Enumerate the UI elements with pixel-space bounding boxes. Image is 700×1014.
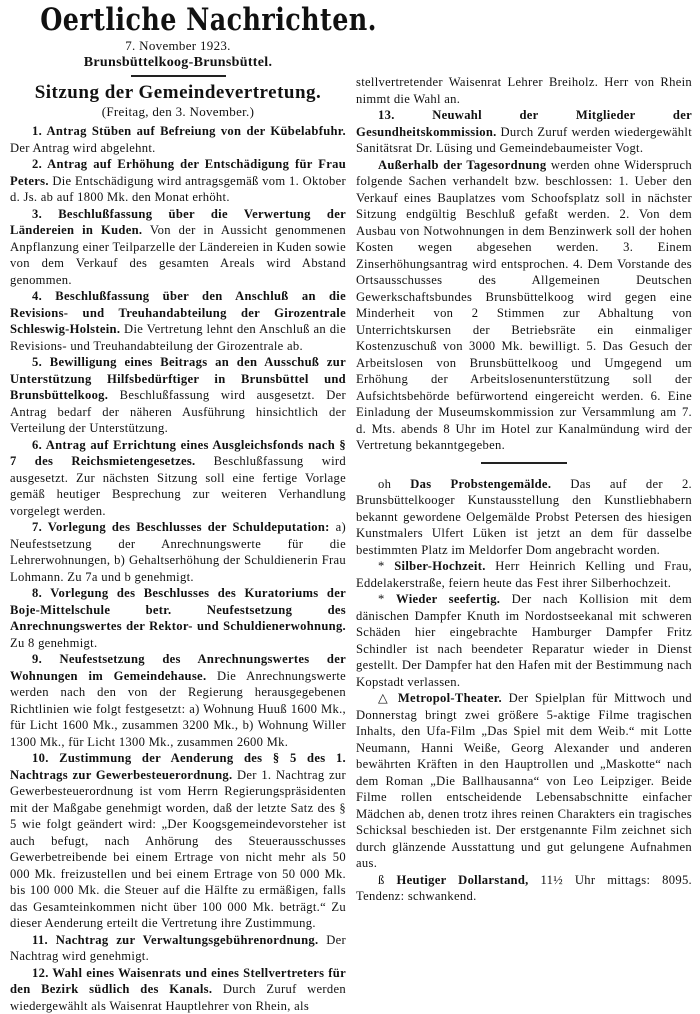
masthead (10, 2, 346, 119)
left-column (10, 0, 346, 1014)
paragraph-text: Der nach Kollision mit dem dänischen Dampfer Knuth im Nordostseekanal mit schweren Schäden hier eingebrachte Hamburger Dampfer Fritz Schindler ist nach beendeter Reparatur wieder in Dienst gestellt. Der Dampfer hat den Hafen mit der Bestimmung nach Kopstadt verlassen. (356, 592, 692, 689)
article-paragraph (356, 107, 692, 157)
paragraph-text: Herr Heinrich Kelling und Frau, Eddelakerstraße, feiern heute das Fest ihrer Silberhochzeit. (356, 559, 692, 590)
item-marker: △ (378, 691, 391, 705)
paragraph-text: 11½ Uhr mittags: 8095. Tendenz: schwankend. (356, 873, 692, 904)
paragraph-text: Der Spielplan für Mittwoch und Donnerstag bringt zwei größere 5-aktige Filme tragischen Inhalts, den Ufa-Film „Das Spiel mit dem Weib.“ mit Lotte Neumann, Hanni Weiße, Georg Alexander und anderen bewährten Kräften in den Hauptrollen und „Maskotte“ nach dem Roman „Die Ballhausanna“ von Leo Leipziger. Beide Filme rollen entscheidende Lebensabschnitte einfacher Mädchen ab, denen trotz ihres reinen Charakters ein tragisches Schicksal beschieden ist. Der erstgenannte Film zeichnet sich durch glänzende Ausstattung und gut gelungene Aufnahmen aus. (356, 691, 692, 870)
divider (131, 75, 226, 77)
article-paragraph (10, 156, 346, 206)
paragraph-lead: 8. Vorlegung des Beschlusses des Kuratoriums der Boje-Mittelschule betr. Neufestsetzung des Anrechnungswertes der Rektor- und Schuldienerwohnung. (10, 586, 346, 633)
paragraph-lead: Das Probstengemälde. (410, 477, 551, 491)
paragraph-lead: Metropol-Theater. (398, 691, 502, 705)
article-paragraph (356, 476, 692, 559)
section-heading: Sitzung der Gemeindevertretung. (10, 82, 346, 104)
paragraph-lead: Außerhalb der Tagesordnung (378, 158, 546, 172)
page-title: Oertliche Nachrichten. (40, 2, 316, 38)
paragraph-lead: Silber-Hochzeit. (394, 559, 485, 573)
paragraph-lead: 2. Antrag auf Erhöhung der Entschädigung für Frau Peters. (10, 157, 346, 188)
council-items-continued (356, 107, 692, 454)
paragraph-lead: Heutiger Dollarstand, (397, 873, 529, 887)
paragraph-lead: 10. Zustimmung der Aenderung des § 5 des 1. Nachtrags zur Gewerbesteuerordnung. (10, 751, 346, 782)
paragraph-lead: 3. Beschlußfassung über die Verwertung der Ländereien in Kuden. (10, 207, 346, 238)
paragraph-text: Durch Zuruf werden wiedergewählt Sanitätsrat Dr. Lüsing und Gemeindebaumeister Vogt. (356, 125, 692, 156)
paragraph-lead: 12. Wahl eines Waisenrats und eines Stellvertreters für den Bezirk südlich des Kanals. (10, 966, 346, 997)
paragraph-lead: 9. Neufestsetzung des Anrechnungswertes der Wohnungen im Gemeindehause. (10, 652, 346, 683)
paragraph-text: Die Entschädigung wird antragsgemäß vom 1. Oktober d. Js. ab auf 1800 Mk. den Monat erhöht. (10, 174, 346, 205)
paragraph-lead: 11. Nachtrag zur Verwaltungsgebührenordnung. (32, 933, 318, 947)
paragraph-lead: 5. Bewilligung eines Beitrags an den Ausschuß zur Unterstützung Hilfsbedürftiger in Brunsbüttel und Brunsbüttelkoog. (10, 355, 346, 402)
section-subheading: (Freitag, den 3. November.) (10, 104, 346, 119)
article-paragraph (356, 591, 692, 690)
article-paragraph (10, 932, 346, 965)
paragraph-text: Der Nachtrag wird genehmigt. (10, 933, 346, 964)
item-marker: * (378, 592, 385, 606)
item-marker: oh (378, 477, 391, 491)
article-paragraph (10, 123, 346, 156)
paragraph-lead: Wieder seefertig. (396, 592, 500, 606)
paragraph-text: Zu 8 genehmigt. (10, 636, 97, 650)
paragraph-text: Das auf der 2. Brunsbüttelkooger Kunstausstellung den Kunstliebhabern bekannt gewordene Oelgemälde Probst Petersen des hiesigen Kunstmalers Ulfert Lüken ist jetzt an dem für dasselbe bestimmten Platz im Meldorfer Dom angebracht worden. (356, 477, 692, 557)
paragraph-text: Der Antrag wird abgelehnt. (10, 141, 156, 155)
paragraph-text: Der 1. Nachtrag zur Gewerbesteuerordnung ist vom Herrn Regierungspräsidenten mit der Maßgabe genehmigt worden, daß der letzte Satz des § 5 wie folgt geändert wird: „Der Koogsgemeindevorsteher ist auch befugt, nach Anhörung des Steuerausschusses Gewerbetreibende bei einem Ertrage von nicht mehr als 50 000 Mk. freizustellen und bei einem Ertrage von 50 000 Mk. bis 100 000 Mk. die Steuer auf die Hälfte zu ermäßigen, falls das Gesamteinkommen nicht über 100 000 Mk. beträgt.“ Zu dieser Aenderung erteilt die Vertretung ihre Zustimmung. (10, 768, 346, 931)
article-paragraph (10, 519, 346, 585)
article-paragraph (10, 354, 346, 437)
article-paragraph (356, 690, 692, 872)
article-paragraph (356, 558, 692, 591)
item-marker: ß (378, 873, 385, 887)
paragraph-lead: 6. Antrag auf Errichtung eines Ausgleichsfonds nach § 7 des Reichsmietengesetzes. (10, 438, 346, 469)
paragraph-lead: 1. Antrag Stüben auf Befreiung von der Kübelabfuhr. (32, 124, 346, 138)
article-paragraph (10, 585, 346, 651)
paragraph-text: Die Vertretung lehnt den Anschluß an die Revisions- und Treuhandabteilung der Girozentrale ab. (10, 322, 346, 353)
article-paragraph (356, 872, 692, 905)
article-paragraph (10, 288, 346, 354)
article-paragraph (356, 157, 692, 454)
item-marker: * (378, 559, 385, 573)
news-items (356, 476, 692, 905)
paragraph-text: Beschlußfassung wird ausgesetzt. Der Antrag bedarf der näheren Ausführung hinsichtlich der Verteilung der Unterstützung. (10, 388, 346, 435)
divider (481, 462, 567, 464)
paragraph-lead: 7. Vorlegung des Beschlusses der Schuldeputation: (32, 520, 330, 534)
article-paragraph (10, 965, 346, 1014)
paragraph-text: Die Anrechnungswerte werden nach den von der Regierung herausgegebenen Richtlinien wie folgt festgesetzt: a) Wohnung Huuß 1600 Mk., für Licht 1600 Mk., zusammen 3200 Mk., b) Wohnung Willer 1300 Mk., für Licht 1300 Mk., zusammen 2600 Mk. (10, 669, 346, 749)
article-paragraph (10, 437, 346, 520)
place-heading: Brunsbüttelkoog-Brunsbüttel. (10, 54, 346, 71)
paragraph-text: werden ohne Widerspruch folgende Sachen verhandelt bzw. beschlossen: 1. Ueber den Verkauf eines Bauplatzes vom Schoofsplatz soll in nächster Sitzung endgültig Beschluß gefaßt werden. 2. Von dem Ausbau von Notwohnungen in dem Benzinwerk soll der hohen Kosten wegen abgesehen werden. 3. Einem Zinserhöhungsantrag wird entsprochen. 4. Dem Vorstande des Ortsausschusses des Allgemeinen Deutschen Gewerkschaftsbundes Brunsbüttelkoog wird gegen eine Minderheit von 2 Stimmen zur Abhaltung von Unterrichtskursen der Betriebsräte ein einmaliger Kostenzuschuß von 3000 Mk. bewilligt. 5. Das Gesuch der Arbeitslosen von Brunsbüttelkoog und Umgegend um Erhöhung der Arbeitslosenunterstützung soll der Aufsichtsbehörde befürwortend eingereicht werden. 6. Eine Einladung der Museumskommission zur Versammlung am 7. d. Mts. abends 8 Uhr im Hotel zur Kanalmündung wird der Vertretung bekanntgegeben. (356, 158, 692, 453)
article-paragraph (10, 206, 346, 289)
paragraph-lead: 4. Beschlußfassung über den Anschluß an die Revisions- und Treuhandabteilung der Girozentrale Schleswig-Holstein. (10, 289, 346, 336)
continuation-paragraph: stellvertretender Waisenrat Lehrer Breiholz. Herr von Rhein nimmt die Wahl an. (356, 74, 692, 107)
paragraph-text: a) Neufestsetzung der Anrechnungswerte für die Lehrerwohnungen, b) Gehaltserhöhung der Schuldienerin Frau Lohmann. Zu 7a und b genehmigt. (10, 520, 346, 584)
council-items (10, 123, 346, 1014)
paragraph-text: Beschlußfassung wird ausgesetzt. Zur nächsten Sitzung soll eine fertige Vorlage gemäß heutiger Besprechung zur weiteren Verhandlung vorgelegt werden. (10, 454, 346, 518)
paragraph-lead: 13. Neuwahl der Mitglieder der Gesundheitskommission. (356, 108, 692, 139)
article-paragraph (10, 750, 346, 932)
issue-date: 7. November 1923. (10, 38, 346, 54)
paragraph-text: Durch Zuruf werden wiedergewählt als Waisenrat Hauptlehrer von Rhein, als (10, 982, 346, 1013)
right-column (356, 74, 692, 905)
article-paragraph (10, 651, 346, 750)
paragraph-text: Von der in Aussicht genommenen Anpflanzung einer Teilparzelle der Ländereien in Kuden sowie von dem Verkauf des gesamten Areals wird Abstand genommen. (10, 223, 346, 287)
